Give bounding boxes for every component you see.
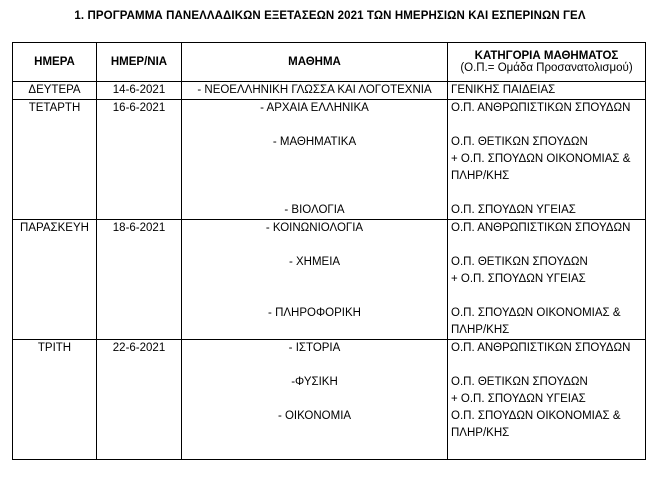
subject-line <box>185 425 444 442</box>
day-text: ΤΕΤΑΡΤΗ <box>28 102 81 114</box>
table-row <box>13 100 646 220</box>
date-cell <box>97 340 182 460</box>
table-row <box>13 340 646 460</box>
header-category-note: (Ο.Π.= Ομάδα Προσανατολισμού) <box>460 62 633 74</box>
day-text: ΔΕΥΤΕΡΑ <box>28 84 81 96</box>
date-text: 16-6-2021 <box>112 102 166 114</box>
header-category <box>448 43 646 82</box>
day-text: ΤΡΙΤΗ <box>37 342 72 354</box>
exam-schedule-table <box>12 42 646 460</box>
category-line: Ο.Π. ΘΕΤΙΚΩΝ ΣΠΟΥΔΩΝ <box>451 136 588 148</box>
subject-line: - ΝΕΟΕΛΛΗΝΙΚΗ ΓΛΩΣΣΑ ΚΑΙ ΛΟΓΟΤΕΧΝΙΑ <box>197 84 432 96</box>
category-cell <box>448 100 646 220</box>
subject-line <box>185 185 444 202</box>
subject-line <box>185 237 444 254</box>
category-line <box>451 357 642 374</box>
category-cell <box>448 82 646 100</box>
date-cell <box>97 100 182 220</box>
category-line: Ο.Π. ΘΕΤΙΚΩΝ ΣΠΟΥΔΩΝ <box>451 256 588 268</box>
date-cell <box>97 220 182 340</box>
subject-line: - ΜΑΘΗΜΑΤΙΚΑ <box>272 136 357 148</box>
category-line: Ο.Π. ΣΠΟΥΔΩΝ ΟΙΚΟΝΟΜΙΑΣ & <box>451 410 621 422</box>
category-line: Ο.Π. ΑΝΘΡΩΠΙΣΤΙΚΩΝ ΣΠΟΥΔΩΝ <box>451 102 631 114</box>
day-cell <box>13 82 97 100</box>
header-subject: ΜΑΘΗΜΑ <box>182 43 448 82</box>
table-row <box>13 82 646 100</box>
subject-line <box>185 391 444 408</box>
category-line: ΠΛΗΡ/ΚΗΣ <box>451 324 510 336</box>
subject-line <box>185 288 444 305</box>
header-day: ΗΜΕΡΑ <box>13 43 97 82</box>
document-title: 1. ΠΡΟΓΡΑΜΜΑ ΠΑΝΕΛΛΑΔΙΚΩΝ ΕΞΕΤΑΣΕΩΝ 2021 ΤΩΝ ΗΜΕΡΗΣΙΩΝ ΚΑΙ ΕΣΠΕΡΙΝΩΝ ΓΕΛ <box>74 10 586 22</box>
subject-line: - ΧΗΜΕΙΑ <box>288 256 341 268</box>
table-row <box>13 220 646 340</box>
category-line <box>451 185 642 202</box>
subject-line <box>185 168 444 185</box>
subject-line <box>185 271 444 288</box>
category-line <box>451 288 642 305</box>
subject-line: - ΑΡΧΑΙΑ ΕΛΛΗΝΙΚΑ <box>260 102 369 114</box>
category-line: + Ο.Π. ΣΠΟΥΔΩΝ ΟΙΚΟΝΟΜΙΑΣ & <box>451 153 631 165</box>
header-category-label: ΚΑΤΗΓΟΡΙΑ ΜΑΘΗΜΑΤΟΣ <box>474 50 619 62</box>
subject-line <box>185 117 444 134</box>
category-line: Ο.Π. ΣΠΟΥΔΩΝ ΟΙΚΟΝΟΜΙΑΣ & <box>451 307 621 319</box>
category-line <box>451 117 642 134</box>
header-date: ΗΜΕΡ/ΝΙΑ <box>97 43 182 82</box>
subject-line <box>185 442 444 459</box>
subject-cell <box>182 340 448 460</box>
subject-line: - ΠΛΗΡΟΦΟΡΙΚΗ <box>268 307 361 319</box>
date-text: 18-6-2021 <box>112 222 166 234</box>
category-line: Ο.Π. ΘΕΤΙΚΩΝ ΣΠΟΥΔΩΝ <box>451 376 588 388</box>
subject-line: - ΟΙΚΟΝΟΜΙΑ <box>277 410 352 422</box>
category-line <box>451 442 642 459</box>
subject-line: - ΚΟΙΝΩΝΙΟΛΟΓΙΑ <box>265 222 364 234</box>
date-text: 14-6-2021 <box>112 84 166 96</box>
day-text: ΠΑΡΑΣΚΕΥΗ <box>20 222 89 234</box>
category-line: Ο.Π. ΣΠΟΥΔΩΝ ΥΓΕΙΑΣ <box>451 204 576 216</box>
subject-line: - ΙΣΤΟΡΙΑ <box>288 342 341 354</box>
subject-cell <box>182 100 448 220</box>
category-cell <box>448 220 646 340</box>
category-line: ΠΛΗΡ/ΚΗΣ <box>451 427 510 439</box>
category-line: + Ο.Π. ΣΠΟΥΔΩΝ ΥΓΕΙΑΣ <box>451 393 586 405</box>
category-line: + Ο.Π. ΣΠΟΥΔΩΝ ΥΓΕΙΑΣ <box>451 273 586 285</box>
category-line: Ο.Π. ΑΝΘΡΩΠΙΣΤΙΚΩΝ ΣΠΟΥΔΩΝ <box>451 222 631 234</box>
subject-line <box>185 151 444 168</box>
subject-line <box>185 357 444 374</box>
subject-line: -ΦΥΣΙΚΗ <box>291 376 338 388</box>
category-cell <box>448 340 646 460</box>
category-line: ΓΕΝΙΚΗΣ ΠΑΙΔΕΙΑΣ <box>451 84 556 96</box>
subject-cell <box>182 220 448 340</box>
subject-cell <box>182 82 448 100</box>
day-cell <box>13 340 97 460</box>
subject-line <box>185 322 444 339</box>
category-line: Ο.Π. ΑΝΘΡΩΠΙΣΤΙΚΩΝ ΣΠΟΥΔΩΝ <box>451 342 631 354</box>
date-cell <box>97 82 182 100</box>
table-header-row <box>13 43 646 82</box>
category-line <box>451 237 642 254</box>
subject-line: - ΒΙΟΛΟΓΙΑ <box>284 204 345 216</box>
day-cell <box>13 100 97 220</box>
date-text: 22-6-2021 <box>112 342 166 354</box>
day-cell <box>13 220 97 340</box>
category-line: ΠΛΗΡ/ΚΗΣ <box>451 170 510 182</box>
